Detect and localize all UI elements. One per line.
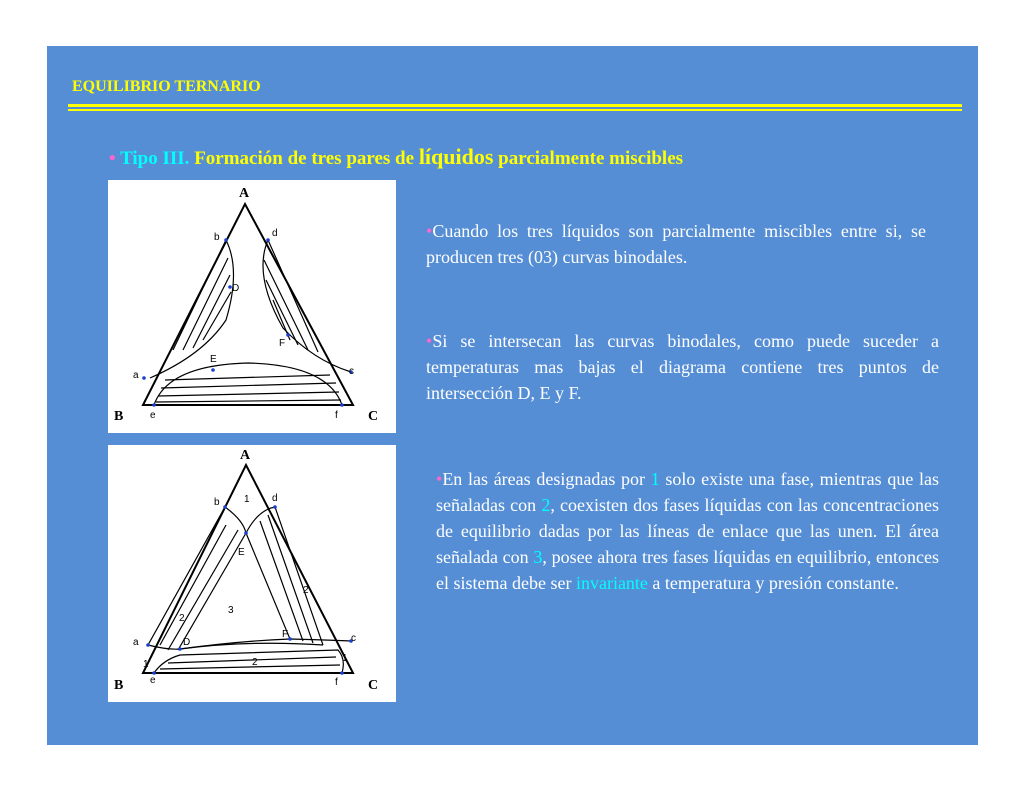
header-rule-top — [68, 104, 962, 107]
subtitle-part1: Formación de tres pares de — [194, 148, 415, 169]
d1-label-d: d — [272, 228, 278, 239]
ternary-diagram-1 — [108, 180, 396, 433]
subtitle-part2: parcialmente miscibles — [498, 148, 684, 169]
d2-label-f: f — [335, 677, 338, 688]
paragraph-3-part5: a temperatura y presión constante. — [652, 573, 899, 593]
d2-vertex-a: A — [240, 448, 251, 463]
paragraph-areas — [436, 466, 939, 596]
paragraph-1-bullet: • — [426, 221, 433, 241]
d2-area-top: 1 — [244, 494, 250, 505]
d1-label-D: D — [232, 283, 240, 294]
d2-vertex-b: B — [114, 678, 124, 693]
d2-label-e: e — [150, 675, 156, 686]
area-2-ref: 2 — [541, 495, 551, 515]
paragraph-3-bullet: • — [436, 469, 443, 489]
d2-label-E: E — [238, 547, 245, 558]
area-1-ref: 1 — [650, 469, 660, 489]
d2-area-bottom-left: 1 — [143, 659, 149, 670]
slide-subtitle — [109, 144, 683, 170]
subtitle-liquidos: líquidos — [418, 144, 494, 169]
d2-area-center: 3 — [228, 605, 234, 616]
header-rule-bottom — [68, 109, 962, 111]
d1-label-E: E — [210, 354, 217, 365]
paragraph-3-part4: , posee ahora tres fases líquidas en equilibrio, entonces el sistema debe ser — [436, 547, 940, 593]
d2-area-left: 2 — [179, 613, 185, 624]
d1-label-c: c — [349, 366, 354, 377]
d2-area-bottom: 2 — [252, 657, 258, 668]
paragraph-3-part2: solo existe una fase, mientras que las señaladas con — [436, 469, 940, 515]
d2-label-D: D — [183, 637, 191, 648]
paragraph-1-body: Cuando los tres líquidos son parcialmente miscibles entre si, se producen tres (03) curvas binodales. — [426, 221, 926, 267]
d2-vertex-c: C — [368, 678, 379, 693]
d1-label-a: a — [133, 370, 139, 381]
d2-area-right: 2 — [303, 585, 309, 596]
invariante-term: invariante — [575, 573, 648, 593]
subtitle-bullet: • — [109, 148, 116, 169]
area-3-ref: 3 — [533, 547, 543, 567]
ternary-diagram-2 — [108, 445, 396, 702]
paragraph-binodales — [426, 218, 926, 270]
d2-label-c: c — [351, 633, 356, 644]
paragraph-3-part3: , coexisten dos fases líquidas con las concentraciones de equilibrio dadas por las líneas de enlace que las unen. El área señalada con — [436, 495, 939, 567]
d2-label-a: a — [133, 637, 139, 648]
subtitle-tipo: Tipo III. — [120, 148, 190, 169]
d1-vertex-c: C — [368, 409, 379, 424]
d2-label-F: F — [282, 629, 289, 640]
d2-label-d: d — [272, 493, 278, 504]
paragraph-3-part1: En las áreas designadas por — [442, 469, 646, 489]
paragraph-2-bullet: • — [426, 331, 433, 351]
d1-label-b: b — [214, 232, 220, 243]
d1-label-e: e — [150, 410, 156, 421]
slide-header: EQUILIBRIO TERNARIO — [72, 78, 261, 95]
d1-vertex-a: A — [239, 186, 250, 201]
d1-label-F: F — [279, 338, 286, 349]
d2-label-b: b — [214, 497, 220, 508]
paragraph-2-body: Si se intersecan las curvas binodales, como puede suceder a temperaturas mas bajas el diagrama contiene tres puntos de intersección D, E y F. — [426, 331, 939, 403]
d2-area-bottom-right: 1 — [342, 653, 348, 664]
paragraph-interseccion — [426, 328, 939, 406]
d1-vertex-b: B — [114, 409, 124, 424]
d1-label-f: f — [335, 410, 338, 421]
